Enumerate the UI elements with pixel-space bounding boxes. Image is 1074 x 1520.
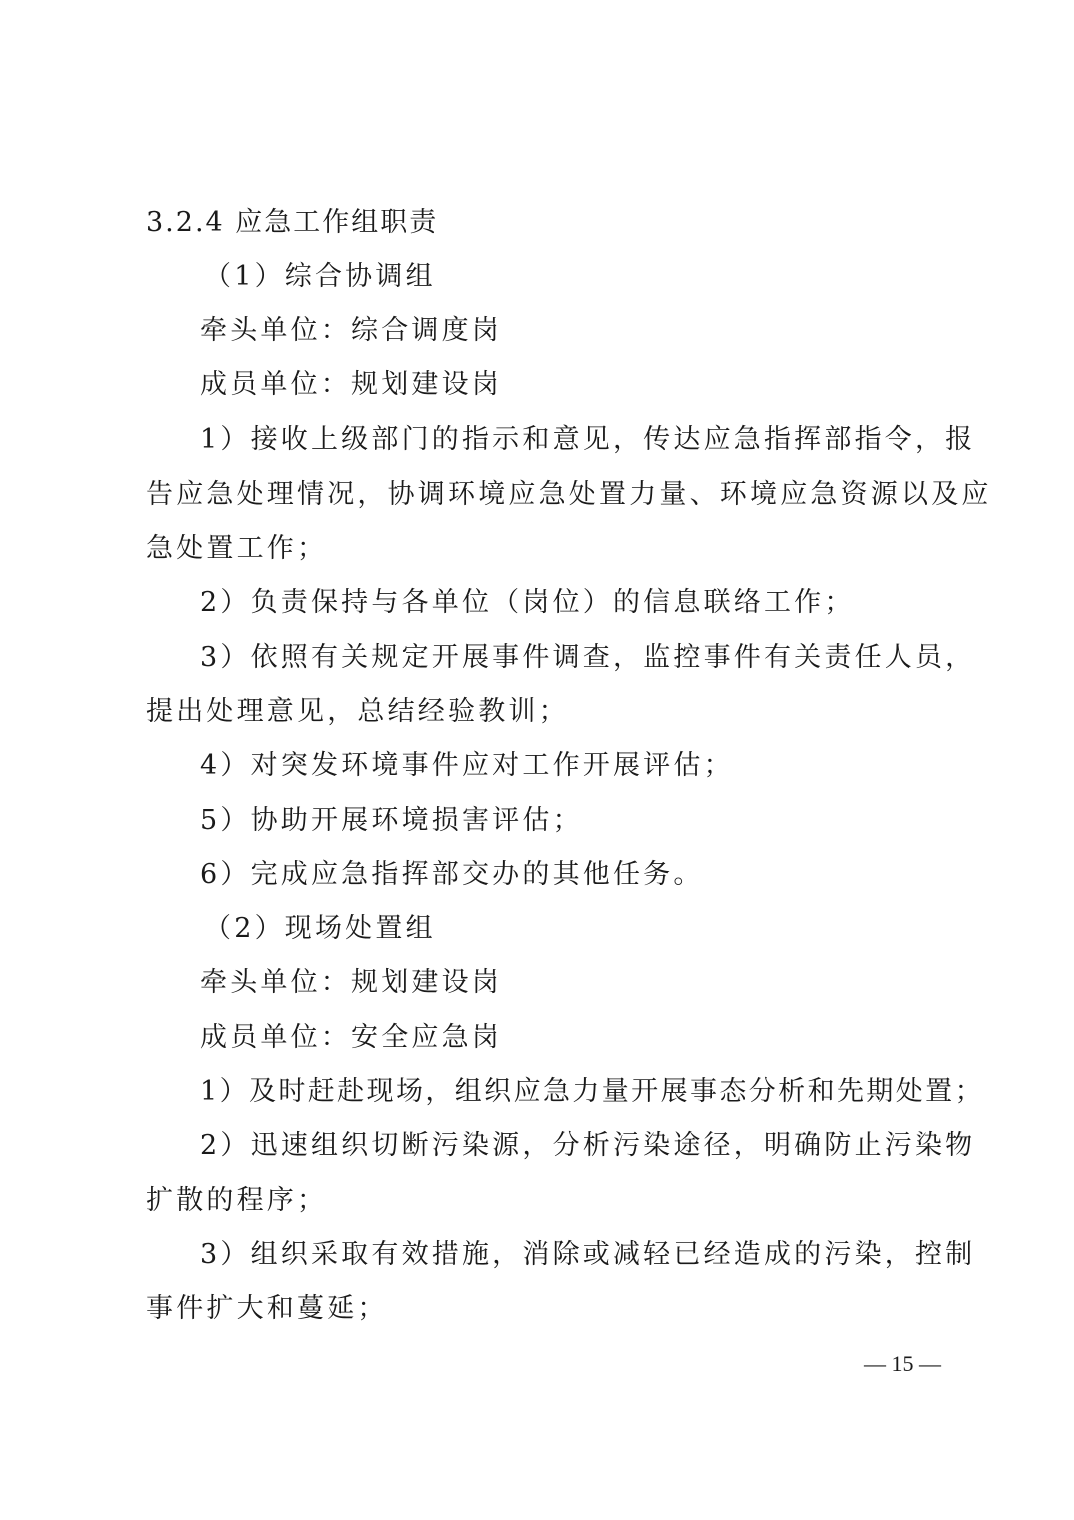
page-number: — 15 — [864,1351,941,1376]
group2-title: （2）现场处置组 [204,913,436,944]
group1-item3-line2: 提出处理意见，总结经验教训； [146,696,569,727]
section-title: 3.2.4 应急工作组职责 [146,207,439,238]
group1-item1-line1: 1）接收上级部门的指示和意见，传达应急指挥部指令，报 [200,424,976,455]
group2-item2-line2: 扩散的程序； [146,1185,328,1216]
group1-item2: 2）负责保持与各单位（岗位）的信息联络工作； [200,587,855,618]
group2-item2-line1: 2）迅速组织切断污染源，分析污染途径，明确防止污染物 [200,1130,976,1161]
group2-item3-line1: 3）组织采取有效措施，消除或减轻已经造成的污染，控制 [200,1239,976,1270]
group2-item1: 1）及时赶赴现场，组织应急力量开展事态分析和先期处置； [200,1076,984,1107]
group1-title: （1）综合协调组 [204,261,436,292]
group2-member-units: 成员单位：安全应急岗 [200,1022,502,1053]
group2-lead-unit: 牵头单位：规划建设岗 [200,967,502,998]
group1-item3-line1: 3）依照有关规定开展事件调查，监控事件有关责任人员， [200,642,976,673]
group1-item1-line2: 告应急处理情况，协调环境应急处置力量、环境应急资源以及应 [146,479,992,510]
group1-member-units: 成员单位：规划建设岗 [200,369,502,400]
group1-item1-line3: 急处置工作； [146,533,328,564]
group1-item5: 5）协助开展环境损害评估； [200,805,583,836]
group2-item3-line2: 事件扩大和蔓延； [146,1293,388,1324]
group1-lead-unit: 牵头单位：综合调度岗 [200,315,502,346]
group1-item4: 4）对突发环境事件应对工作开展评估； [200,750,734,781]
group1-item6: 6）完成应急指挥部交办的其他任务。 [200,859,704,890]
